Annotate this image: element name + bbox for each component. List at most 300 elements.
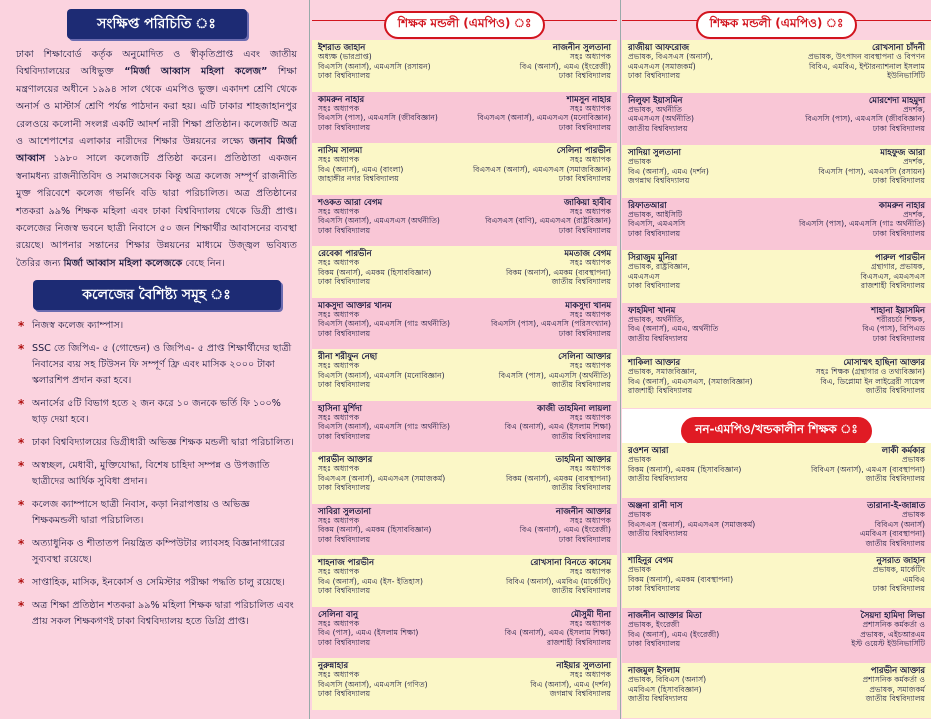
teacher-detail: জাতীয় বিশ্ববিদ্যালয় [551, 431, 611, 441]
teacher-row [312, 504, 617, 556]
teacher-name: রাজীয়া আফরোজ [628, 42, 689, 52]
teacher-name: সেলিনা পারভীন [556, 145, 611, 155]
teacher-card-right [506, 249, 611, 287]
teacher-name: রেবেকা পারভীন [318, 248, 372, 258]
teacher-detail: বিএসসি (অনার্স), এমএসসি (গণিত) [318, 679, 428, 689]
teacher-detail: প্রভাষক, অর্থনীতি [628, 104, 682, 114]
teacher-card-right [862, 306, 925, 344]
teacher-detail: এমবিএ [902, 574, 925, 584]
teacher-name: সাদিয়া সুলতানা [628, 147, 681, 157]
teacher-card-left [318, 43, 431, 81]
teacher-detail: বিএসসি (পাস), এমএসসি (রসায়ন) [818, 166, 925, 176]
teacher-detail: জাতীয় বিশ্ববিদ্যালয় [628, 529, 688, 539]
teacher-name: মৌসুমী দীনা [570, 608, 611, 619]
teacher-detail: সহঃ অধ্যাপক [318, 309, 360, 319]
teacher-card-right [530, 661, 611, 699]
teacher-detail: ইউনিভার্সিটি [887, 71, 925, 81]
teacher-detail: বিএসএস, এমএসএস [860, 271, 925, 281]
teacher-row [312, 143, 617, 195]
teacher-row [312, 92, 617, 144]
teacher-detail: বিকম (অনার্স), এমকম (হিসাববিজ্ঞান) [318, 267, 432, 277]
teacher-detail: ঢাকা বিশ্ববিদ্যালয় [872, 333, 925, 343]
teacher-detail: ঢাকা বিশ্ববিদ্যালয় [318, 586, 371, 596]
teacher-detail: ঢাকা বিশ্ববিদ্যালয় [628, 584, 681, 594]
teacher-detail: বিএ (অনার্স), এমএ (দর্শন) [530, 679, 611, 689]
teacher-card-left [318, 558, 423, 596]
teacher-detail: ঢাকা বিশ্ববিদ্যালয় [872, 228, 925, 238]
teacher-card-left [628, 201, 685, 239]
feature-item: * SSC তে জিপিএ- ৫ (গোল্ডেন) ও জিপিএ- ৫ প্রাপ্ত শিক্ষার্থীদের ছাত্রী নিবাসের ব্যয় সহ টিউসন ফি সম্পূর্ণ ফ্রি এবং মাসিক ২০০০ টাকা স্কলারশিপ প্রদান করা হবে। [16, 341, 297, 389]
teacher-detail: জাতীয় বিশ্ববিদ্যালয় [551, 277, 611, 287]
nonmpo-heading: নন-এমপিও/খন্ডকালীন শিক্ষক ঃ [681, 417, 872, 445]
teacher-card-left [318, 95, 438, 133]
teacher-name: নুসরাত জাহান [876, 555, 925, 565]
teacher-detail: বিএ (অনার্স), এমএ (ইসলাম শিক্ষা) [504, 628, 611, 638]
teacher-card-left [628, 666, 706, 704]
teacher-name: নুরুন্নাহার [318, 660, 349, 670]
teacher-detail: সহঃ অধ্যাপক [318, 206, 360, 216]
college-name: “মির্জা আব্বাস মহিলা কলেজ” [124, 66, 268, 78]
teacher-detail: প্রভাষক, সমাজকর্ম [869, 684, 925, 694]
teacher-detail: ইস্ট ওয়েস্ট ইউনিভার্সিটি [851, 639, 925, 649]
teacher-detail: সহঃ অধ্যাপক [318, 412, 360, 422]
teacher-name: লাকী কর্মকার [881, 445, 925, 455]
teacher-card-right [477, 95, 611, 133]
teacher-detail: জাতীয় বিশ্ববিদ্যালয় [628, 474, 688, 484]
teacher-card-right [799, 201, 925, 239]
teacher-detail: সহঃ অধ্যাপক [569, 618, 611, 628]
teacher-row [312, 607, 617, 659]
teacher-card-right [851, 611, 925, 649]
teacher-name: কামরুন নাহার [318, 93, 365, 104]
teacher-name: তারানা-ই-জান্নাত [867, 500, 925, 510]
teacher-detail: ঢাকা বিশ্ববিদ্যালয় [628, 281, 681, 291]
teacher-name: শাহানা ইয়াসমিন [871, 304, 925, 315]
teacher-name: শাহিনুর বেগম [628, 555, 673, 565]
teacher-card-left [318, 507, 431, 545]
teacher-detail: ঢাকা বিশ্ববিদ্যালয় [318, 431, 371, 441]
teacher-detail: ঢাকা বিশ্ববিদ্যালয় [558, 534, 611, 544]
teacher-row [622, 443, 931, 498]
feature-item: * কলেজ ক্যাম্পাসে ছাত্রী নিবাস, কড়া নিরাপত্তায় ও অভিজ্ঞ শিক্ষকমন্ডলী দ্বারা পরিচালিত। [16, 497, 297, 529]
teacher-detail: জাতীয় বিশ্ববিদ্যালয় [865, 386, 925, 396]
teacher-detail: ঢাকা বিশ্ববিদ্যালয় [318, 380, 371, 390]
teacher-name: নাইয়ার সুলতানা [556, 660, 611, 670]
teacher-detail: ঢাকা বিশ্ববিদ্যালয় [558, 174, 611, 184]
teacher-detail: বিএ (অনার্স), এমএ (দর্শন) [628, 166, 709, 176]
teacher-detail: বিএসএস (অনার্স), এমএসএস (সমাজকর্ম) [318, 473, 446, 483]
teacher-detail: সহঃ অধ্যাপক [318, 103, 360, 113]
teacher-detail: বিএসসি (পাস), এমএসসি (জীববিজ্ঞান) [318, 113, 438, 123]
teacher-detail: ঢাকা বিশ্ববিদ্যালয় [318, 534, 371, 544]
teacher-card-left [318, 249, 431, 287]
teacher-detail: রাজশাহী বিশ্ববিদ্যালয় [628, 386, 693, 396]
teacher-name: কামরুন নাহার [878, 199, 925, 210]
teacher-detail: প্রভাষক, বিবিএস (অনার্স) [628, 675, 707, 685]
features-list [16, 318, 297, 630]
teacher-name: সেলিনা বানু [318, 608, 358, 619]
teacher-detail: বিএসএস (বাণি), এমএসএস (রাষ্ট্রবিজ্ঞান) [485, 216, 611, 226]
teacher-detail: বিএ (অনার্স), এমএ (ইংরেজী) [628, 629, 720, 639]
teacher-card-right [506, 455, 611, 493]
teacher-row [622, 663, 931, 718]
teacher-detail: বিএসসি (অনার্স), এমএসসি (মনোবিজ্ঞান) [318, 370, 445, 380]
intro-column [0, 0, 303, 719]
teacher-row [312, 246, 617, 298]
teacher-detail: সহঃ অধ্যাপক [318, 567, 360, 577]
feature-item: * অস্বচ্ছল, মেধাবী, মুক্তিযোদ্ধা, বিশেষ চাহিদা সম্পন্ন ও উপজাতি ছাত্রীদের আর্থিক সুবিধা প্রদান। [16, 458, 297, 490]
teacher-detail: সহঃ অধ্যাপক [318, 361, 360, 371]
teacher-name: নাজনীন আক্তার [555, 505, 611, 516]
teacher-name: ফাহমিদা খানম [628, 304, 676, 315]
teacher-row [622, 40, 931, 93]
teacher-detail: সহঃ অধ্যাপক [569, 412, 611, 422]
teacher-detail: বিএসএস (অনার্স), এমএসএস (সমাজবিজ্ঞান) [472, 164, 611, 174]
teacher-row [312, 349, 617, 401]
teacher-detail: প্রভাষক [628, 510, 652, 520]
teacher-detail: প্রভাষক, এইচআরএম [860, 629, 925, 639]
teacher-detail: সহঃ অধ্যাপক [318, 258, 360, 268]
teacher-detail: বিএ (অনার্স), এমএ (ইংরেজী) [519, 525, 611, 535]
teacher-detail: সহঃ অধ্যাপক [569, 567, 611, 577]
teacher-name: রীনা শরীফুন নেছা [318, 351, 378, 361]
teacher-card-left [628, 253, 690, 291]
teacher-name: নিলুফা ইয়াসমিন [628, 94, 683, 105]
teacher-card-right [505, 610, 611, 648]
teacher-detail: সহঃ অধ্যাপক [569, 670, 611, 680]
teacher-detail: প্রভাষক [901, 455, 925, 465]
teacher-card-right [485, 198, 611, 236]
teacher-detail: প্রভাষক, মার্কেটিং [872, 565, 925, 575]
teacher-detail: বিএ (অনার্স), এমএ (ইসলাম শিক্ষা) [504, 422, 611, 432]
teacher-detail: ঢাকা বিশ্ববিদ্যালয় [318, 122, 371, 132]
teacher-name: রোখসানা বিনতে কাসেম [530, 557, 611, 567]
teacher-detail: বিএসসি (অনার্স), এমএসএস (অর্থনীতি) [318, 216, 440, 226]
teacher-name: পারভীন আক্তার [870, 665, 925, 675]
teacher-name: পারভীন আক্তার [318, 454, 373, 464]
teacher-detail: বিকম (অনার্স), এমকম (হিসাববিজ্ঞান) [628, 464, 742, 474]
teacher-card-right [499, 352, 611, 390]
teacher-name: রওশন আরা [628, 445, 669, 455]
teacher-name: শামসুন নাহার [566, 93, 611, 104]
teacher-name: পারুল পারভীন [874, 252, 925, 262]
teacher-detail: প্রভাষক, বিএসএস (অনার্স), [628, 52, 713, 62]
teacher-card-left [628, 358, 753, 396]
teacher-name: নাসিম সালমা [318, 145, 363, 155]
teacher-name: শাকিলা আক্তার [628, 357, 681, 367]
teacher-card-left [318, 455, 445, 493]
teacher-card-right [873, 556, 925, 594]
teacher-detail: জগন্নাথ বিশ্ববিদ্যালয় [549, 689, 611, 699]
teacher-name: শওকত আরা বেগম [318, 196, 383, 207]
teacher-name: শাহনাজ পারভীন [318, 557, 374, 567]
teacher-detail: প্রভাষক [628, 565, 652, 575]
column-divider [309, 0, 310, 719]
teacher-row [312, 555, 617, 607]
intro-part: ১৯৮০ সালে কলেজটি প্রতিষ্ঠা করেন। প্রতিষ্ঠাতা একজন স্বনামধন্য রাজনীতিবিদ ও সমাজসেবক কিন্তু অত্র কলেজ সম্পূর্ণ রাজনীতি মুক্ত পরিবেশে কলেজ গভর্নিং বডি দ্বারা পরিচালিত। অত্র প্রতিষ্ঠানের শতকরা ৯৯% শিক্ষক মহিলা এবং ঢাকা বিশ্ববিদ্যালয় থেকে ডিগ্রী প্রাপ্ত। কলেজের নিজস্ব ভবনে ছাত্রী নিবাসে ৫০ জন শিক্ষার্থীর আবাসনের ব্যবস্থা রয়েছে। আপনার সন্তানের শিক্ষার উন্নয়নের মাধ্যমে উজ্জ্বল ভবিষ্যত তৈরির জন্য [16, 153, 297, 269]
teacher-detail: রাজশাহী বিশ্ববিদ্যালয় [860, 281, 925, 291]
intro-part: ঢাকা শিক্ষাবোর্ড কর্তৃক অনুমোদিত ও স্বীকৃতিপ্রাপ্ত এবং জাতীয় বিশ্ববিদ্যালয়ের অধিভুক্ত [16, 49, 297, 78]
teacher-detail: ঢাকা বিশ্ববিদ্যালয় [318, 71, 371, 81]
teacher-detail: বিকম (অনার্স), এমকম (ব্যবস্থাপনা) [505, 267, 611, 277]
teacher-name: মোরশেদা মাহমুদা [868, 94, 925, 105]
teacher-card-left [628, 611, 719, 649]
teacher-detail: এমএসএস (অর্থনীতি) [628, 114, 694, 124]
feature-item: * অনার্সের ৫টি বিভাগ হতে ২ জন করে ১০ জনকে ভর্তি ফি ১০০% ছাড় দেয়া হবে। [16, 396, 297, 428]
teacher-card-right [862, 666, 925, 704]
teacher-detail: বিএসসি (অনার্স), এমএসসি (রসায়ন) [318, 61, 431, 71]
teacher-detail: সহঃ অধ্যাপক [569, 464, 611, 474]
teacher-card-right [818, 148, 925, 186]
teacher-detail: বিবিএ (অনার্স), এমবিএ (মার্কেটিং) [506, 576, 611, 586]
teacher-name: সিরাজুম মুনিরা [628, 252, 678, 262]
teacher-card-right [505, 404, 611, 442]
feature-item: * সাপ্তাহিক, মাসিক, ইনকোর্স ও সেমিস্টার পরীক্ষা পদ্ধতি চালু রয়েছে। [16, 575, 297, 591]
teacher-name: মাকসুদা খানম [565, 299, 611, 310]
teacher-detail: ঢাকা বিশ্ববিদ্যালয় [318, 483, 371, 493]
teacher-name: হাসিনা মুর্শিদা [318, 402, 362, 413]
teacher-card-right [520, 43, 611, 81]
teacher-detail: বিএ (অনার্স), এমএ (বাংলা) [318, 164, 404, 174]
teacher-card-right [491, 301, 611, 339]
teacher-detail: সহঃ অধ্যাপক [569, 155, 611, 165]
teacher-card-right [805, 96, 925, 134]
teacher-card-left [628, 148, 709, 186]
teacher-detail: বিবিএ, এমবিএ, ইন্টারন্যাশনাল ইসলাম [809, 61, 925, 71]
college-name-cta: মির্জা আব্বাস মহিলা কলেজকে [63, 257, 183, 269]
teacher-name: ইশরাত জাহান [318, 42, 366, 52]
teacher-detail: শরীরচর্চা শিক্ষক, [876, 314, 925, 324]
teacher-row [622, 93, 931, 146]
teacher-name: সৈয়দা হামিদা লিভা [860, 610, 925, 620]
teacher-detail: ঢাকা বিশ্ববিদ্যালয় [318, 225, 371, 235]
teacher-name: অঞ্জনা রানী দাস [628, 500, 683, 510]
teacher-detail: বিএ (অনার্স), এমএ (ইংরেজী) [519, 61, 611, 71]
teacher-detail: অধ্যক্ষ (ভারপ্রাপ্ত) [318, 52, 372, 62]
teacher-name: নাজনীন সুলতানা [552, 42, 611, 52]
features-heading: কলেজের বৈশিষ্ট্য সমূহ ঃ [33, 280, 281, 310]
teacher-row [622, 145, 931, 198]
teacher-name: নাজনীন আক্তার মিতা [628, 610, 702, 620]
teacher-card-right [860, 501, 925, 548]
teacher-row [622, 553, 931, 608]
teacher-detail: ঢাকা বিশ্ববিদ্যালয় [628, 639, 681, 649]
teacher-detail: জাতীয় বিশ্ববিদ্যালয় [551, 586, 611, 596]
teacher-detail: বিকম (অনার্স), এমকম (হিসাববিজ্ঞান) [318, 525, 432, 535]
teacher-card-left [318, 198, 440, 236]
teacher-detail: বিএসসি (পাস), এমএসসি (অর্থনীতি) [498, 370, 611, 380]
teacher-detail: ঢাকা বিশ্ববিদ্যালয় [318, 277, 371, 287]
feature-item: * নিজস্ব কলেজ ক্যাম্পাস। [16, 318, 297, 334]
mpo-heading-2: শিক্ষক মন্ডলী (এমপিও) ঃ [696, 11, 858, 39]
teacher-card-right [816, 358, 925, 396]
teacher-detail: প্রভাষক [901, 510, 925, 520]
teacher-card-left [318, 301, 450, 339]
teacher-detail: প্রদর্শক, [903, 157, 925, 167]
teacher-row [622, 250, 931, 303]
teacher-name: নাজমুল ইসলাম [628, 665, 680, 675]
teacher-card-right [473, 146, 611, 184]
teacher-detail: এমএসএস (সমাজকর্ম) [628, 61, 696, 71]
teacher-detail: প্রভাষক, আইসিটি [628, 209, 683, 219]
teacher-name: তাহমিনা আক্তার [555, 454, 611, 464]
teacher-detail: বিবিএস (অনার্স) [874, 519, 925, 529]
teacher-detail: প্রদর্শক, [903, 209, 925, 219]
teacher-detail: বিকম (অনার্স), এমকম (ব্যবস্থাপনা) [628, 574, 734, 584]
teacher-detail: বিএসসি (অনার্স), এমএসসি (গাঃ অর্থনীতি) [318, 319, 450, 329]
teacher-card-left [318, 661, 428, 699]
teacher-row [622, 198, 931, 251]
intro-text [16, 46, 297, 272]
teacher-detail: জাতীয় বিশ্ববিদ্যালয় [551, 483, 611, 493]
teacher-name: রিফাতআরা [628, 199, 667, 210]
teacher-detail: সহঃ শিক্ষক (গ্রন্থাগার ও তথ্যবিজ্ঞান) [815, 367, 925, 377]
teacher-detail: সহঃ অধ্যাপক [569, 258, 611, 268]
teacher-detail: বিএসসি, এমএসসি [628, 219, 686, 229]
teacher-detail: জাতীয় বিশ্ববিদ্যালয় [551, 380, 611, 390]
teacher-card-left [628, 43, 713, 81]
teacher-detail: ঢাকা বিশ্ববিদ্যালয় [628, 228, 681, 238]
teacher-detail: বিএ (অনার্স), এমএসএস, (সমাজবিজ্ঞান) [628, 376, 753, 386]
teacher-detail: সহঃ অধ্যাপক [318, 670, 360, 680]
teacher-name: মাকসুদা আক্তার খানম [318, 299, 392, 310]
teacher-detail: ঢাকা বিশ্ববিদ্যালয় [558, 225, 611, 235]
teacher-detail: ঢাকা বিশ্ববিদ্যালয় [558, 71, 611, 81]
teacher-card-left [628, 306, 718, 344]
teacher-row [312, 298, 617, 350]
teacher-detail: বিএসসি (পাস), এমএসসি (গাঃ অর্থনীতি) [799, 219, 925, 229]
teacher-name: মাহফুজ আরা [880, 147, 925, 157]
teacher-detail: ঢাকা বিশ্ববিদ্যালয় [318, 328, 371, 338]
teacher-row [312, 195, 617, 247]
column-divider [620, 0, 621, 719]
teacher-row [312, 40, 617, 92]
teacher-detail: প্রভাষক, সমাজবিজ্ঞান, [628, 367, 697, 377]
teacher-row [312, 658, 617, 710]
teacher-card-left [628, 96, 694, 134]
teacher-detail: বিএ (পাস), এমএ (ইসলাম শিক্ষা) [318, 628, 419, 638]
intro-heading: সংক্ষিপ্ত পরিচিতি ঃ [67, 9, 247, 39]
teacher-name: রোখসানা চাঁদনী [872, 42, 925, 52]
teacher-card-left [628, 446, 741, 484]
teacher-row [622, 498, 931, 553]
teacher-row [622, 303, 931, 356]
teacher-detail: ঢাকা বিশ্ববিদ্যালয় [558, 122, 611, 132]
teacher-detail: বিএসসি (অনার্স), এমএসসি (গাঃ অর্থনীতি) [318, 422, 450, 432]
teacher-card-left [318, 352, 445, 390]
teacher-detail: জাতীয় বিশ্ববিদ্যালয় [628, 694, 688, 704]
teacher-name: সেলিনা আক্তার [558, 351, 611, 361]
teacher-detail: এমবিএস (ব্যবস্থাপনা) [859, 529, 925, 539]
teacher-detail: ঢাকা বিশ্ববিদ্যালয় [628, 71, 681, 81]
feature-item: * অত্যাধুনিক ও শীতাতপ নিয়ন্ত্রিত কম্পিউটার ল্যাবসহ বিজ্ঞানাগারের সুব্যবস্থা রয়েছে। [16, 536, 297, 568]
teacher-detail: প্রভাষক, ইংরেজী [628, 620, 680, 630]
teacher-detail: বিকম (অনার্স), এমকম (ব্যবস্থাপনা) [505, 473, 611, 483]
teacher-detail: প্রভাষক, অর্থনীতি, [628, 314, 685, 324]
teacher-card-right [811, 446, 925, 484]
teacher-detail: সহঃ অধ্যাপক [318, 155, 360, 165]
mpo-heading-1: শিক্ষক মন্ডলী (এমপিও) ঃ [384, 11, 546, 39]
teacher-detail: জাহাঙ্গীর নগর বিশ্ববিদ্যালয় [318, 174, 399, 184]
teacher-detail: এমএসএস [628, 271, 660, 281]
teacher-detail: সহঃ অধ্যাপক [569, 515, 611, 525]
teacher-detail: বিবিএস (অনার্স), এমএস (ব্যবস্থাপনা) [811, 464, 925, 474]
teacher-card-left [318, 610, 418, 648]
teacher-detail: ঢাকা বিশ্ববিদ্যালয় [558, 328, 611, 338]
teacher-detail: ঢাকা বিশ্ববিদ্যালয় [872, 584, 925, 594]
teacher-detail: প্রভাষক, উৎপাদন ব্যবস্থাপনা ও বিপণন [808, 52, 925, 62]
teacher-row [622, 355, 931, 408]
teacher-detail: সহঃ অধ্যাপক [318, 464, 360, 474]
teacher-detail: প্রভাষক, রাষ্ট্রবিজ্ঞান, [628, 262, 690, 272]
teacher-detail: ঢাকা বিশ্ববিদ্যালয় [318, 689, 371, 699]
teacher-detail: জাতীয় বিশ্ববিদ্যালয় [628, 123, 688, 133]
teacher-detail: জাতীয় বিশ্ববিদ্যালয় [865, 694, 925, 704]
teacher-row [312, 452, 617, 504]
teacher-detail: রাজশাহী বিশ্ববিদ্যালয় [546, 637, 611, 647]
teacher-detail: প্রশাসনিক কর্মকর্তা ও [862, 620, 925, 630]
teacher-row [622, 608, 931, 663]
teacher-detail: গ্রন্থাগার, প্রভাষক, [871, 262, 925, 272]
teacher-detail: এমবিএস (হিসাববিজ্ঞান) [628, 684, 702, 694]
intro-part: শিক্ষা মন্ত্রণালয়ের অধীনে ১৯৯৪ সাল থেকে এমপিও ভুক্ত। একাদশ শ্রেণি থেকে অনার্স ও মাস্টার্স শ্রেণি পর্যন্ত পাঠদান করা হয়। এটি ঢাকার শাহজাহানপুর রেলওয়ে কলোনী সংলগ্ন একটি আদর্শ নারী শিক্ষা প্রতিষ্ঠান। কলেজটি অত্র ও আশেপাশের এলাকার নারীদের শিক্ষার উন্নয়নের লক্ষ্যে [16, 66, 297, 148]
teacher-card-right [808, 43, 925, 81]
teacher-detail: বিএ (পাস), বিপিএড [862, 324, 925, 334]
teacher-detail: প্রদর্শক, [903, 104, 925, 114]
teacher-card-right [506, 558, 611, 596]
intro-part: বেছে নিন। [182, 257, 225, 269]
teacher-card-left [318, 404, 450, 442]
teacher-detail: ঢাকা বিশ্ববিদ্যালয় [872, 176, 925, 186]
teacher-detail: সহঃ অধ্যাপক [318, 515, 360, 525]
teacher-detail: জাতীয় বিশ্ববিদ্যালয় [865, 474, 925, 484]
teacher-detail: সহঃ অধ্যাপক [569, 361, 611, 371]
teacher-detail: জাতীয় বিশ্ববিদ্যালয় [865, 538, 925, 548]
teacher-detail: বিএসএস (অনার্স), এমএসএস (মনোবিজ্ঞান) [477, 113, 611, 123]
teacher-row [312, 401, 617, 453]
teacher-detail: বিএসসি (পাস), এমএসসি (জীববিজ্ঞান) [805, 114, 925, 124]
founder-name: জনাব মির্জা আব্বাস [16, 136, 297, 165]
teacher-detail: জাতীয় বিশ্ববিদ্যালয় [628, 333, 688, 343]
teacher-detail: বিএসসি (পাস), এমএসসি (পরিসংখ্যান) [491, 319, 611, 329]
feature-item: * অত্র শিক্ষা প্রতিষ্ঠান শতকরা ৯৯% মহিলা শিক্ষক দ্বারা পরিচালিত এবং প্রায় সকল শিক্ষকগণই ঢাকা বিশ্ববিদ্যালয় হতে ডিগ্রি প্রাপ্ত। [16, 598, 297, 630]
teacher-card-right [861, 253, 925, 291]
teacher-name: জাকিয়া হাবীব [563, 196, 611, 207]
teacher-detail: সহঃ অধ্যাপক [318, 618, 360, 628]
teacher-detail: সহঃ অধ্যাপক [569, 52, 611, 62]
teacher-detail: প্রভাষক [628, 157, 652, 167]
teachers-mpo-column-2 [622, 0, 931, 719]
teacher-card-left [628, 556, 733, 594]
teacher-detail: বিএ (অনার্স), এমএ, অর্থনীতি [628, 324, 719, 334]
teacher-card-left [628, 501, 755, 548]
teacher-detail: সহঃ অধ্যাপক [569, 103, 611, 113]
teacher-detail: সহঃ অধ্যাপক [569, 309, 611, 319]
teacher-detail: প্রশাসনিক কর্মকর্তা ও [862, 675, 925, 685]
teacher-detail: ঢাকা বিশ্ববিদ্যালয় [318, 637, 371, 647]
teacher-name: মোসাম্মৎ হাছিনা আক্তার [843, 357, 925, 367]
teacher-name: মমতাজ বেগম [564, 248, 611, 258]
teacher-detail: বিএ, ডিপ্লোমা ইন লাইব্রেরী সায়েন্স [820, 376, 925, 386]
teacher-detail: প্রভাষক [628, 455, 652, 465]
teacher-detail: বিএসএস (অনার্স), এমএসএস (সমাজকর্ম) [628, 519, 756, 529]
teachers-mpo-column-1 [312, 0, 617, 719]
teacher-detail: সহঃ অধ্যাপক [569, 206, 611, 216]
feature-item: * ঢাকা বিশ্ববিদ্যালয়ের ডিগ্রীধারী অভিজ্ঞ শিক্ষক মন্ডলী দ্বারা পরিচালিত। [16, 435, 297, 451]
teacher-detail: জগন্নাথ বিশ্ববিদ্যালয় [628, 176, 690, 186]
teacher-card-right [520, 507, 611, 545]
teacher-card-left [318, 146, 403, 184]
